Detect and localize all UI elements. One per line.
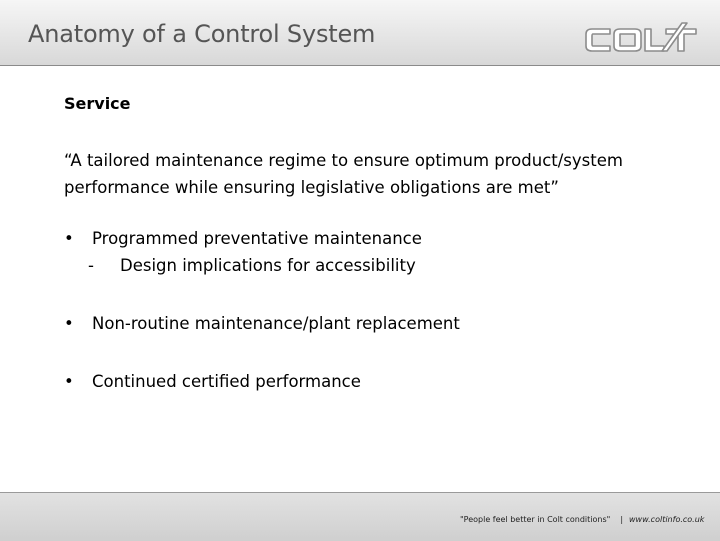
footer-tagline: "People feel better in Colt conditions" — [460, 515, 611, 524]
sub-bullet-glyph: - — [88, 256, 94, 275]
page-title: Anatomy of a Control System — [28, 20, 376, 48]
header-bar — [0, 0, 720, 66]
sub-bullet-item — [88, 252, 664, 279]
footer-website-link[interactable]: www.coltinfo.co.uk — [629, 515, 705, 524]
bullet-text: Continued certified performance — [92, 372, 361, 391]
bullet-glyph: • — [64, 314, 74, 333]
slide-content — [64, 90, 664, 395]
footer-line — [460, 515, 704, 524]
colt-logo — [584, 20, 700, 56]
bullet-item — [64, 368, 664, 395]
section-heading: Service — [64, 94, 131, 113]
footer-bar — [0, 492, 720, 541]
bullet-glyph: • — [64, 229, 74, 248]
bullet-glyph: • — [64, 372, 74, 391]
sub-bullet-text: Design implications for accessibility — [120, 256, 416, 275]
bullet-text: Non-routine maintenance/plant replacement — [92, 314, 460, 333]
bullet-text: Programmed preventative maintenance — [92, 229, 422, 248]
service-quote: “A tailored maintenance regime to ensure optimum product/system performance while ensuring legislative obligations are met” — [64, 151, 623, 197]
bullet-item — [64, 310, 664, 337]
bullet-item — [64, 225, 664, 252]
footer-separator: | — [620, 515, 624, 524]
